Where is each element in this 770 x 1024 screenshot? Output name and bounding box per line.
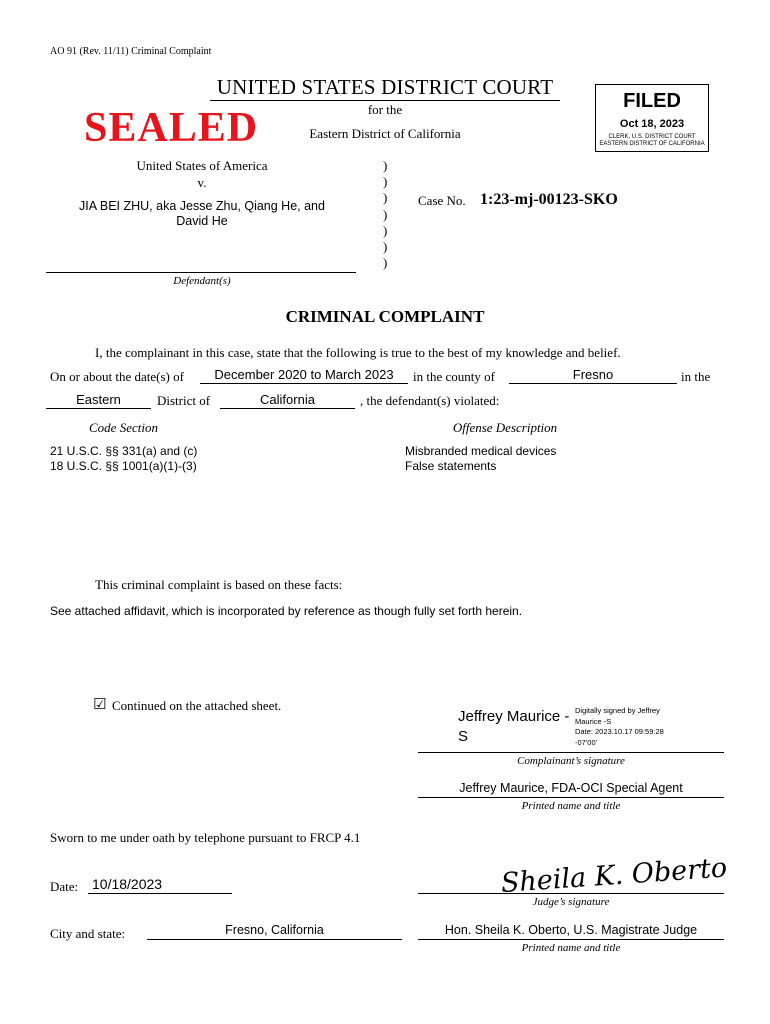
digital-sig-line-1: Digitally signed by Jeffrey <box>575 706 660 715</box>
state-line <box>220 408 355 409</box>
judge-signature-label: Judge’s signature <box>532 896 610 908</box>
case-no-label: Case No. <box>418 193 466 208</box>
complainant-signature-name <box>458 707 569 747</box>
date-range: December 2020 to March 2023 <box>214 367 394 382</box>
paren: ) <box>383 206 388 222</box>
defendant-label: Defendant(s) <box>173 275 231 287</box>
district-line <box>46 408 151 409</box>
sworn-date: 10/18/2023 <box>92 876 163 892</box>
paren: ) <box>383 174 388 190</box>
facts-intro: This criminal complaint is based on these facts: <box>95 577 343 592</box>
sworn-statement: Sworn to me under oath by telephone pursuant to FRCP 4.1 <box>50 830 361 845</box>
date-prefix: On or about the date(s) of <box>50 369 184 384</box>
complainant-printed-label: Printed name and title <box>521 800 621 812</box>
judge-signature <box>495 851 729 900</box>
complaint-intro: I, the complainant in this case, state that the following is true to the best of my knowledge and belief. <box>95 345 621 360</box>
court-title: UNITED STATES DISTRICT COURT <box>216 75 554 99</box>
date-range-line <box>200 383 408 384</box>
defendant-name-line-1: JIA BEI ZHU, aka Jesse Zhu, Qiang He, and <box>79 199 325 213</box>
complainant-sig-line-2: S <box>458 728 469 745</box>
district-of-text: District of <box>157 393 211 408</box>
paren: ) <box>383 239 388 255</box>
city-state-value: Fresno, California <box>225 923 324 937</box>
versus: v. <box>197 175 207 190</box>
digital-signature-info <box>575 706 664 748</box>
code-section: 18 U.S.C. §§ 1001(a)(1)-(3) <box>50 459 197 473</box>
facts-text: See attached affidavit, which is incorporated by reference as though fully set forth herein. <box>50 604 523 618</box>
judge-signature-line <box>418 893 724 894</box>
paren: ) <box>383 158 388 173</box>
complainant-signature-line <box>418 752 724 753</box>
district-name: Eastern District of California <box>309 126 461 141</box>
filed-stamp-clerk-1: CLERK, U.S. DISTRICT COURT <box>608 134 696 140</box>
city-state-label: City and state: <box>50 926 126 941</box>
defendant-name-line-2: David He <box>176 214 228 228</box>
code-sections <box>50 444 197 474</box>
complainant-printed-name: Jeffrey Maurice, FDA-OCI Special Agent <box>459 781 683 795</box>
offense-description: Misbranded medical devices <box>405 444 557 458</box>
code-section-header: Code Section <box>89 420 158 435</box>
paren: ) <box>383 222 388 238</box>
digital-sig-line-3: Date: 2023.10.17 09:59:28 <box>575 727 664 736</box>
paren: ) <box>383 190 388 206</box>
digital-sig-line-2: Maurice -S <box>575 716 612 726</box>
case-number: 1:23-mj-00123-SKO <box>480 191 618 208</box>
judge-printed-line <box>418 939 724 940</box>
judge-printed-label: Printed name and title <box>521 942 621 954</box>
county-line <box>509 383 677 384</box>
judge-signature-text: Sheila K. Oberto <box>499 852 729 900</box>
district-value: Eastern <box>76 392 121 407</box>
complaint-heading: CRIMINAL COMPLAINT <box>285 307 485 326</box>
court-title-underline <box>210 100 560 101</box>
complainant-signature-label: Complainant’s signature <box>517 755 625 767</box>
sealed-stamp: SEALED <box>84 105 259 151</box>
form-header: AO 91 (Rev. 11/11) Criminal Complaint <box>50 46 212 57</box>
digital-sig-line-4: -07'00' <box>575 737 598 747</box>
plaintiff-name: United States of America <box>136 158 268 173</box>
state-value: California <box>260 392 315 407</box>
offense-header: Offense Description <box>452 420 558 435</box>
in-the-text: in the <box>681 369 711 384</box>
judge-signature-scrawl <box>495 851 729 900</box>
code-section: 21 U.S.C. §§ 331(a) and (c) <box>50 444 198 458</box>
continued-label: Continued on the attached sheet. <box>112 698 282 713</box>
filed-stamp <box>595 84 709 152</box>
filed-stamp-date: Oct 18, 2023 <box>619 118 685 130</box>
defendant-line <box>46 272 356 273</box>
for-the-text: for the <box>367 102 403 117</box>
filed-stamp-title: FILED <box>623 90 681 112</box>
continued-checkbox[interactable]: ☑ <box>93 695 107 713</box>
paren: ) <box>383 255 388 271</box>
sworn-date-line <box>88 893 232 894</box>
caption-parens <box>383 158 387 271</box>
judge-printed-name: Hon. Sheila K. Oberto, U.S. Magistrate Judge <box>444 923 698 937</box>
city-state-line <box>147 939 402 940</box>
county-prefix: in the county of <box>413 369 495 384</box>
complainant-printed-line <box>418 797 724 798</box>
county-value: Fresno <box>572 367 614 382</box>
filed-stamp-clerk-2: EASTERN DISTRICT OF CALIFORNIA <box>599 141 705 147</box>
offense-description: False statements <box>405 459 497 473</box>
date-label: Date: <box>50 879 79 894</box>
violated-text: , the defendant(s) violated: <box>360 393 500 408</box>
offense-descriptions <box>405 444 556 474</box>
complainant-sig-line-1: Jeffrey Maurice - <box>458 708 570 725</box>
